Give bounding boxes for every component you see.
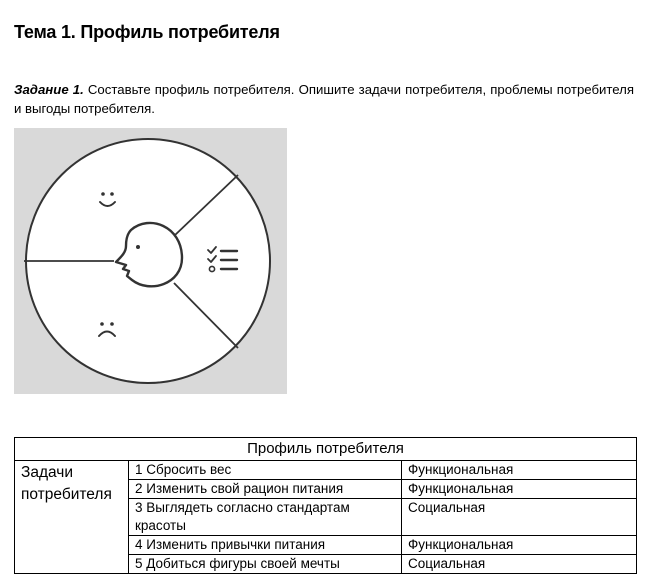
group-label: Задачи потребителя	[15, 461, 129, 574]
task-text: Составьте профиль потребителя. Опишите задачи потребителя, проблемы потребителя и выгоды потребителя.	[14, 82, 635, 116]
customer-profile-diagram	[14, 128, 287, 394]
customer-profile-table	[14, 437, 637, 574]
type-cell: Функциональная	[402, 480, 637, 499]
page-title: Тема 1. Профиль потребителя	[14, 22, 280, 42]
page-crop-edge	[0, 574, 666, 578]
task-paragraph	[14, 80, 634, 118]
type-cell: Социальная	[402, 499, 637, 536]
type-cell: Функциональная	[402, 536, 637, 555]
table-title: Профиль потребителя	[15, 438, 637, 461]
task-label: Задание 1.	[14, 82, 84, 97]
type-cell: Функциональная	[402, 461, 637, 480]
task-cell: 1 Сбросить вес	[129, 461, 402, 480]
type-cell: Социальная	[402, 555, 637, 574]
task-cell: 3 Выглядеть согласно стандартам красоты	[129, 499, 402, 536]
task-cell: 5 Добиться фигуры своей мечты	[129, 555, 402, 574]
table-row	[15, 461, 637, 480]
table-header-row	[15, 438, 637, 461]
task-cell: 4 Изменить привычки питания	[129, 536, 402, 555]
customer-profile-svg	[14, 128, 287, 394]
task-cell: 2 Изменить свой рацион питания	[129, 480, 402, 499]
